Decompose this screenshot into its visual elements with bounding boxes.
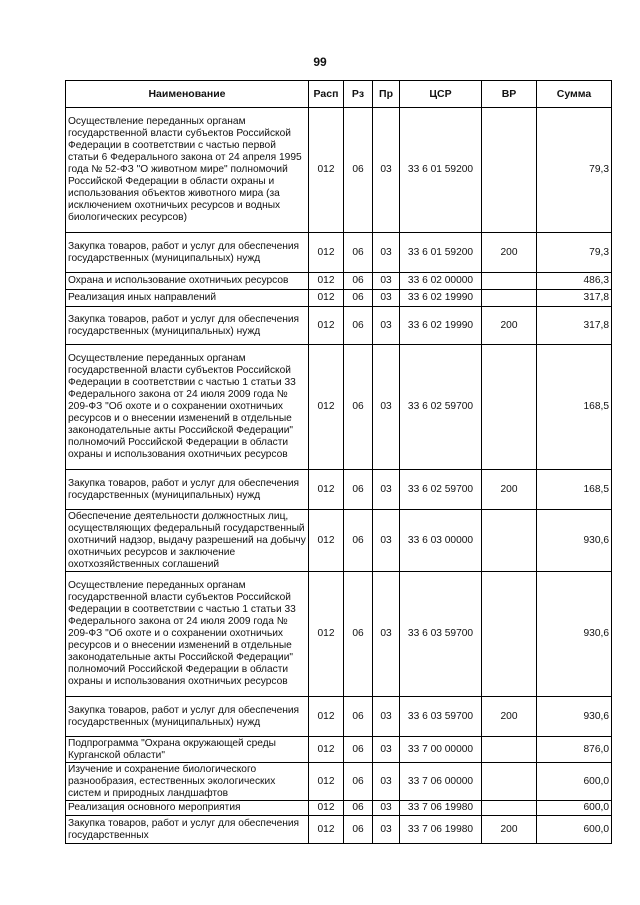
cell-csr: 33 6 02 59700	[400, 345, 482, 470]
cell-rasp: 012	[309, 470, 344, 510]
cell-name: Закупка товаров, работ и услуг для обеспечения государственных (муниципальных) нужд	[66, 697, 309, 737]
cell-pr: 03	[373, 290, 400, 307]
cell-name: Закупка товаров, работ и услуг для обеспечения государственных (муниципальных) нужд	[66, 307, 309, 345]
cell-vr: 200	[482, 233, 537, 273]
cell-vr	[482, 290, 537, 307]
table-row	[66, 697, 612, 737]
cell-rz: 06	[344, 290, 373, 307]
cell-sum: 930,6	[537, 510, 612, 572]
cell-sum: 168,5	[537, 345, 612, 470]
cell-csr: 33 6 01 59200	[400, 233, 482, 273]
header-rasp: Расп	[309, 81, 344, 108]
cell-csr: 33 7 00 00000	[400, 737, 482, 763]
page-number: 99	[313, 55, 327, 69]
cell-vr	[482, 510, 537, 572]
table-row	[66, 345, 612, 470]
cell-name: Реализация основного мероприятия	[66, 801, 309, 816]
cell-name: Подпрограмма "Охрана окружающей среды Курганской области"	[66, 737, 309, 763]
cell-csr: 33 6 02 19990	[400, 290, 482, 307]
cell-rz: 06	[344, 816, 373, 844]
budget-table	[65, 80, 612, 844]
cell-pr: 03	[373, 345, 400, 470]
cell-rasp: 012	[309, 307, 344, 345]
cell-sum: 600,0	[537, 816, 612, 844]
table-row	[66, 290, 612, 307]
cell-rz: 06	[344, 108, 373, 233]
cell-name: Закупка товаров, работ и услуг для обеспечения государственных (муниципальных) нужд	[66, 233, 309, 273]
cell-vr: 200	[482, 697, 537, 737]
table-row	[66, 233, 612, 273]
cell-sum: 317,8	[537, 307, 612, 345]
cell-sum: 79,3	[537, 108, 612, 233]
cell-pr: 03	[373, 470, 400, 510]
cell-rz: 06	[344, 233, 373, 273]
cell-sum: 317,8	[537, 290, 612, 307]
cell-sum: 930,6	[537, 697, 612, 737]
cell-csr: 33 7 06 19980	[400, 801, 482, 816]
cell-rz: 06	[344, 470, 373, 510]
cell-name: Осуществление переданных органам государственной власти субъектов Российской Федерации в соответствии с частью 1 статьи 33 Федерального закона от 24 июля 2009 года № 209-ФЗ "Об охоте и о сохранении охотничьих ресурсов и о внесении изменений в отдельные законодательные акты Российской Федерации" полномочий Российской Федерации в области охраны и использования охотничьих ресурсов	[66, 572, 309, 697]
cell-pr: 03	[373, 307, 400, 345]
cell-vr	[482, 273, 537, 290]
cell-csr: 33 7 06 19980	[400, 816, 482, 844]
table-row	[66, 816, 612, 844]
cell-pr: 03	[373, 273, 400, 290]
table-row	[66, 108, 612, 233]
table-row	[66, 470, 612, 510]
table-row	[66, 273, 612, 290]
cell-rasp: 012	[309, 273, 344, 290]
cell-pr: 03	[373, 816, 400, 844]
cell-vr: 200	[482, 816, 537, 844]
cell-csr: 33 6 03 59700	[400, 697, 482, 737]
cell-pr: 03	[373, 233, 400, 273]
cell-pr: 03	[373, 737, 400, 763]
header-csr: ЦСР	[400, 81, 482, 108]
cell-rz: 06	[344, 273, 373, 290]
cell-csr: 33 6 02 00000	[400, 273, 482, 290]
cell-rz: 06	[344, 572, 373, 697]
cell-sum: 600,0	[537, 801, 612, 816]
cell-rasp: 012	[309, 737, 344, 763]
cell-csr: 33 6 03 00000	[400, 510, 482, 572]
table-row	[66, 510, 612, 572]
cell-rz: 06	[344, 737, 373, 763]
cell-rasp: 012	[309, 816, 344, 844]
header-sum: Сумма	[537, 81, 612, 108]
cell-vr: 200	[482, 470, 537, 510]
header-vr: ВР	[482, 81, 537, 108]
cell-name: Обеспечение деятельности должностных лиц, осуществляющих федеральный государственный охотничий надзор, выдачу разрешений на добычу охотничьих ресурсов и заключение охотхозяйственных соглашений	[66, 510, 309, 572]
cell-rz: 06	[344, 510, 373, 572]
cell-rasp: 012	[309, 697, 344, 737]
cell-sum: 930,6	[537, 572, 612, 697]
cell-pr: 03	[373, 801, 400, 816]
cell-name: Реализация иных направлений	[66, 290, 309, 307]
cell-name: Осуществление переданных органам государственной власти субъектов Российской Федерации в соответствии с частью 1 статьи 33 Федерального закона от 24 июля 2009 года № 209-ФЗ "Об охоте и о сохранении охотничьих ресурсов и о внесении изменений в отдельные законодательные акты Российской Федерации" полномочий Российской Федерации в области охраны и использования охотничьих ресурсов	[66, 345, 309, 470]
cell-vr	[482, 572, 537, 697]
cell-vr: 200	[482, 307, 537, 345]
cell-csr: 33 6 03 59700	[400, 572, 482, 697]
cell-rz: 06	[344, 801, 373, 816]
cell-vr	[482, 108, 537, 233]
header-pr: Пр	[373, 81, 400, 108]
table-row	[66, 737, 612, 763]
cell-sum: 600,0	[537, 763, 612, 801]
cell-sum: 876,0	[537, 737, 612, 763]
cell-rasp: 012	[309, 290, 344, 307]
cell-sum: 79,3	[537, 233, 612, 273]
cell-csr: 33 6 01 59200	[400, 108, 482, 233]
cell-csr: 33 6 02 19990	[400, 307, 482, 345]
cell-rasp: 012	[309, 233, 344, 273]
cell-vr	[482, 737, 537, 763]
cell-name: Изучение и сохранение биологического разнообразия, естественных экологических систем и природных ландшафтов	[66, 763, 309, 801]
cell-rasp: 012	[309, 572, 344, 697]
cell-sum: 486,3	[537, 273, 612, 290]
cell-rz: 06	[344, 697, 373, 737]
header-rz: Рз	[344, 81, 373, 108]
cell-rasp: 012	[309, 510, 344, 572]
cell-sum: 168,5	[537, 470, 612, 510]
cell-vr	[482, 345, 537, 470]
cell-rz: 06	[344, 345, 373, 470]
cell-csr: 33 6 02 59700	[400, 470, 482, 510]
cell-name: Закупка товаров, работ и услуг для обеспечения государственных (муниципальных) нужд	[66, 470, 309, 510]
cell-rasp: 012	[309, 108, 344, 233]
cell-pr: 03	[373, 108, 400, 233]
header-row	[66, 81, 612, 108]
cell-pr: 03	[373, 572, 400, 697]
cell-pr: 03	[373, 510, 400, 572]
cell-vr	[482, 763, 537, 801]
table-row	[66, 763, 612, 801]
table-row	[66, 307, 612, 345]
table-row	[66, 572, 612, 697]
cell-rz: 06	[344, 307, 373, 345]
cell-rasp: 012	[309, 345, 344, 470]
cell-rz: 06	[344, 763, 373, 801]
cell-rasp: 012	[309, 801, 344, 816]
cell-rasp: 012	[309, 763, 344, 801]
cell-vr	[482, 801, 537, 816]
cell-name: Закупка товаров, работ и услуг для обеспечения государственных	[66, 816, 309, 844]
cell-name: Охрана и использование охотничьих ресурсов	[66, 273, 309, 290]
cell-pr: 03	[373, 697, 400, 737]
cell-pr: 03	[373, 763, 400, 801]
cell-name: Осуществление переданных органам государственной власти субъектов Российской Федерации в соответствии с частью первой статьи 6 Федерального закона от 24 апреля 1995 года № 52-ФЗ "О животном мире" полномочий Российской Федерации в области охраны и использования объектов животного мира (за исключением охотничьих ресурсов и водных биологических ресурсов)	[66, 108, 309, 233]
cell-csr: 33 7 06 00000	[400, 763, 482, 801]
table-row	[66, 801, 612, 816]
header-name: Наименование	[66, 81, 309, 108]
